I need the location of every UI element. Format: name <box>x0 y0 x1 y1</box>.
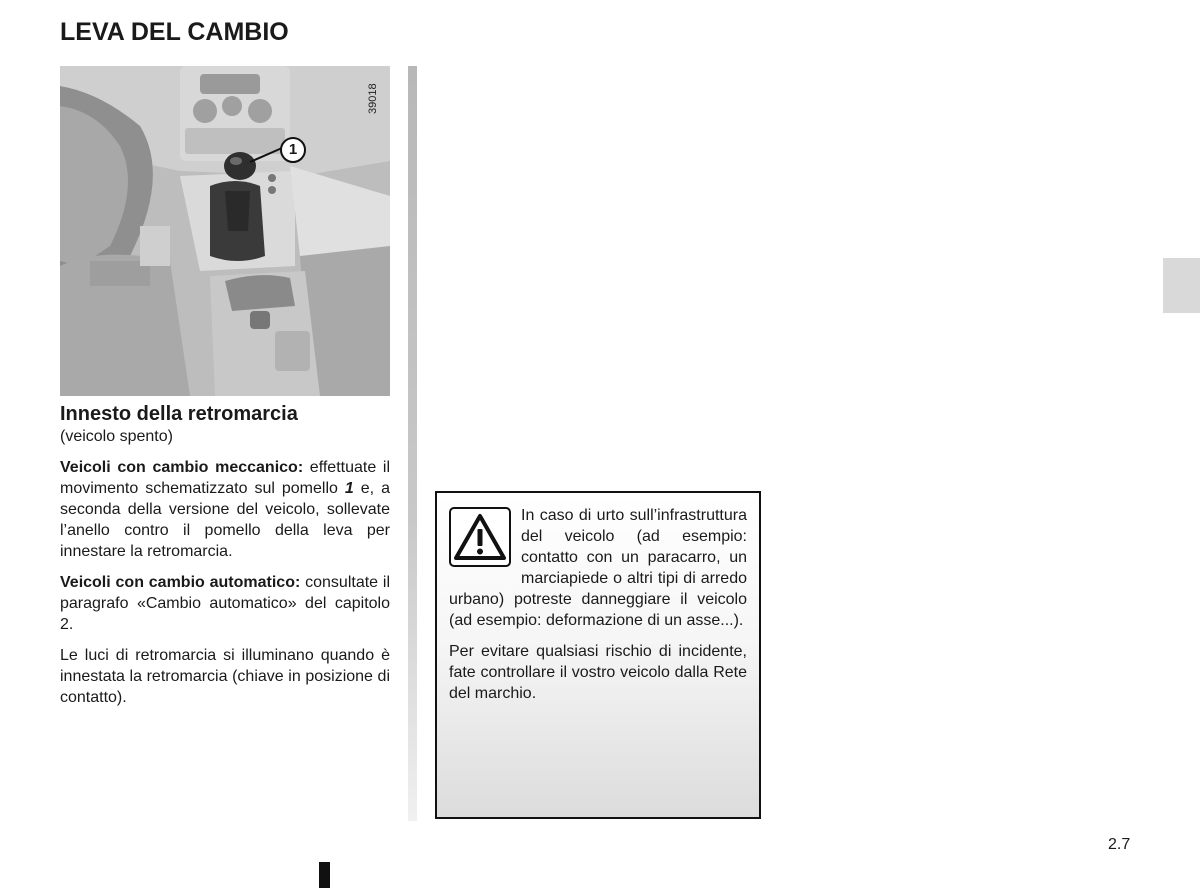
reverse-lights-paragraph: Le luci di retromarcia si illuminano quando è innestata la retromarcia (chiave in posizione di contatto). <box>60 647 390 706</box>
manual-gearbox-text-a: effettuate il movimento schematizzato sul pomello <box>60 459 390 497</box>
section-heading: Innesto della retromarcia <box>60 403 298 425</box>
automatic-gearbox-paragraph <box>60 572 390 635</box>
warning-text-1: In caso di urto sull’infrastruttura del veicolo (ad esempio: contatto con un paracarro, un marciapiede o altri tipi di arredo urbano) potreste danneggiare il veicolo (ad esempio: deformazione di un asse...). <box>449 507 747 629</box>
manual-gearbox-lead: Veicoli con cambio meccanico: <box>60 459 304 476</box>
warning-text-2: Per evitare qualsiasi rischio di incidente, fate controllare il vostro veicolo dalla Rete del marchio. <box>449 643 747 702</box>
chapter-tab <box>1163 258 1200 313</box>
warning-triangle-icon <box>449 507 511 567</box>
print-mark <box>319 862 330 888</box>
automatic-gearbox-text: consultate il paragrafo «Cambio automatico» del capitolo 2. <box>60 574 391 633</box>
callout-1: 1 <box>280 137 306 163</box>
manual-gearbox-text-b: e, a seconda della versione del veicolo, sollevate l’anello contro il pomello della leva per innestare la retromarcia. <box>60 480 391 560</box>
column-divider <box>408 66 417 821</box>
manual-gearbox-ref: 1 <box>344 480 354 497</box>
gear-lever-photo <box>60 66 390 396</box>
manual-gearbox-paragraph <box>60 457 390 562</box>
page-number: 2.7 <box>1108 836 1131 853</box>
automatic-gearbox-lead: Veicoli con cambio automatico: <box>60 574 301 591</box>
figure-ref-code: 39018 <box>367 83 379 115</box>
warning-box <box>435 491 761 819</box>
section-subheading: (veicolo spento) <box>60 428 173 445</box>
reverse-gear-section <box>60 402 390 718</box>
page-title: LEVA DEL CAMBIO <box>60 18 289 46</box>
